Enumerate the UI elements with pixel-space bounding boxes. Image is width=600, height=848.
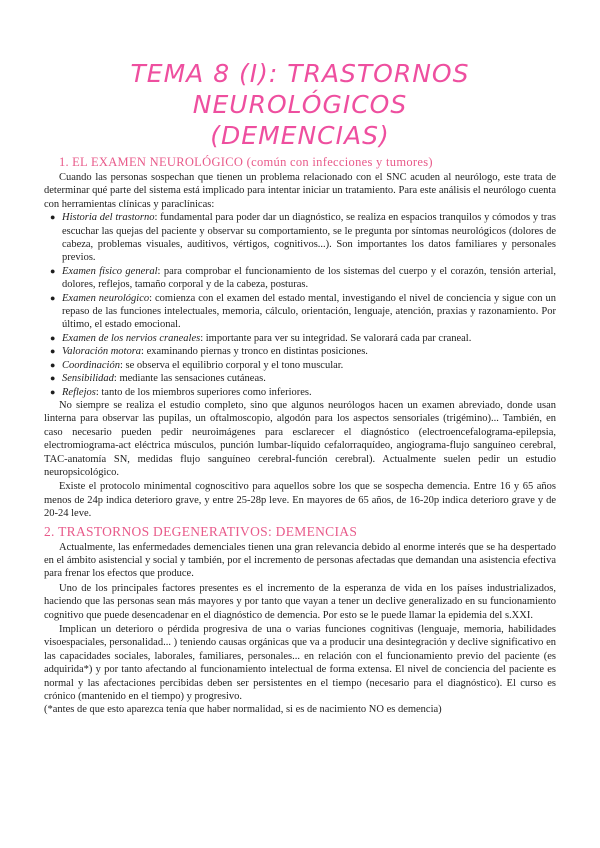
section-1-heading (44, 155, 556, 170)
list-item-text: : para comprobar el funcionamiento de los sistemas del cuerpo y el corazón, tensión arterial, dolores, reflejos, tamaño corporal y de la cabeza, posturas. (62, 265, 557, 291)
title-line-1: TEMA 8 (I): TRASTORNOS NEUROLÓGICOS (130, 59, 470, 119)
section-1-title: EL EXAMEN NEUROLÓGICO (común con infecciones y tumores) (72, 155, 433, 169)
list-item-term: Historia del trastorno (62, 212, 155, 224)
list-item (50, 292, 557, 332)
section-2-paragraph-1: Actualmente, las enfermedades demenciales tienen una gran relevancia debido al enorme interés que se ha despertado en el ámbito asistencial y social y también, por el incremento de personas afectadas que demandan una asistencia efectiva para frenar los efectos que produce. (44, 541, 556, 580)
list-item-text: : examinando piernas y tronco en distintas posiciones. (141, 346, 368, 358)
section-1-paragraph-3: Existe el protocolo minimental cognoscitivo para aquellos sobre los que se sospecha demencia. Entre 16 y 65 años menos de 24p indica deterioro grave, y entre 25-28p leve. En mayores de 65 años, de 16-20p indica deterioro grave y de 20-24 leve. (44, 481, 556, 520)
list-item (50, 345, 556, 358)
list-item-term: Valoración motora (62, 346, 142, 358)
section-1-intro: Cuando las personas sospechan que tienen un problema relacionado con el SNC acuden al neurólogo, este trata de determinar qué parte del sistema está implicado para intentar iniciar un tratamiento. Para este análisis el neurólogo cuenta con herramientas clínicas y paraclínicas: (44, 172, 556, 210)
bullet-icon: ● (50, 359, 56, 370)
list-item (50, 265, 557, 292)
section-2-heading (44, 524, 556, 540)
section-2-title: TRASTORNOS DEGENERATIVOS: DEMENCIAS (58, 523, 358, 539)
list-item-text: : tanto de los miembros superiores como inferiores. (95, 386, 312, 398)
page-title (44, 58, 556, 151)
list-item (50, 211, 556, 265)
list-item-text: : mediante las sensaciones cutáneas. (113, 373, 266, 385)
list-item-term: Examen físico general (62, 265, 158, 277)
section-1-paragraph-2: No siempre se realiza el estudio completo, sino que algunos neurólogos hacen un examen abreviado, donde usan linterna para observar las pupilas, un oftalmoscopio, algodón para los aspectos sensoriales (trigémino)... También, en caso necesario pueden pedir neuroimágenes para esclarecer el diagnóstico (electroencefalograma-epilepsia, electromiograma-act eléctrica músculos, punción lumbar-líquido cefalorraquídeo, angiograma-flujo sanguíneo cerebral, TAC-anatomía SN, medidas flujo sanguíneo cerebral-función cerebral). Actualmente suelen pedir un estudio neuropsicológico. (44, 399, 556, 478)
list-item-term: Coordinación (62, 359, 120, 371)
list-item-term: Examen neurológico (62, 292, 150, 304)
list-item-text: : se observa el equilibrio corporal y el tono muscular. (119, 359, 344, 371)
list-item (50, 386, 556, 399)
bullet-icon: ● (50, 292, 56, 303)
section-2-footnote: (*antes de que esto aparezca tenía que haber normalidad, si es de nacimiento NO es demencia) (44, 704, 442, 716)
list-item (50, 359, 556, 372)
list-item (50, 332, 556, 345)
section-2-paragraph-3: Implican un deterioro o pérdida progresiva de una o varias funciones cognitivas (lenguaje, memoria, habilidades visoespaciales, personalidad... ) teniendo causas orgánicas que va a producir una desintegración y declive significativo en las capacidades sociales, laborales, familiares, personales... en relación con el funcionamiento previo del paciente (es adquirida*) y por tanto afectando al funcionamiento intelectual de forma extensa. El nivel de conciencia del paciente es normal y las afectaciones percibidas deben ser persistentes en el tiempo (necesario para el diagnóstico). El curso es crónico (mantenido en el tiempo) y progresivo. (44, 624, 556, 703)
bullet-icon: ● (50, 386, 56, 397)
section-2-paragraph-2: Uno de los principales factores presentes es el incremento de la esperanza de vida en los países industrializados, haciendo que las personas sean más mayores y por tanto que vayan a tener un declive generalizado en su funcionamiento cognitivo que puede desencadenar en el diagnóstico de demencia. Por esto se le puede llamar la epidemia del s.XXI. (44, 582, 556, 621)
bullet-icon: ● (50, 346, 56, 357)
list-item-term: Examen de los nervios craneales (62, 332, 201, 344)
bullet-icon: ● (50, 212, 56, 223)
list-item-term: Reflejos (62, 386, 96, 398)
list-item-text: : fundamental para poder dar un diagnóstico, se realiza en espacios tranquilos y cómodos y tras escuchar las quejas del paciente y observar su comportamiento, se le pregunta por síntomas neurológicos (dolores de cabeza, problemas visuales, auditivos, vértigos, cognitivos...). Son importantes los datos familiares y personales previos. (62, 212, 556, 264)
bullet-icon: ● (50, 373, 56, 384)
section-1-number: 1. (59, 155, 69, 169)
title-line-2: (DEMENCIAS) (210, 121, 390, 150)
section-2-number: 2. (44, 523, 55, 539)
bullet-icon: ● (50, 265, 56, 276)
list-item (50, 372, 556, 385)
list-item-term: Sensibilidad (62, 373, 114, 385)
tool-list (44, 211, 556, 399)
bullet-icon: ● (50, 332, 56, 343)
list-item-text: : comienza con el examen del estado mental, investigando el nivel de conciencia y sigue con un repaso de las funciones intelectuales, memoria, cálculo, orientación, lenguaje, atención, praxias y razonamiento. Por último, el estado emocional. (62, 292, 557, 331)
list-item-text: : importante para ver su integridad. Se valorará cada par craneal. (200, 332, 472, 344)
